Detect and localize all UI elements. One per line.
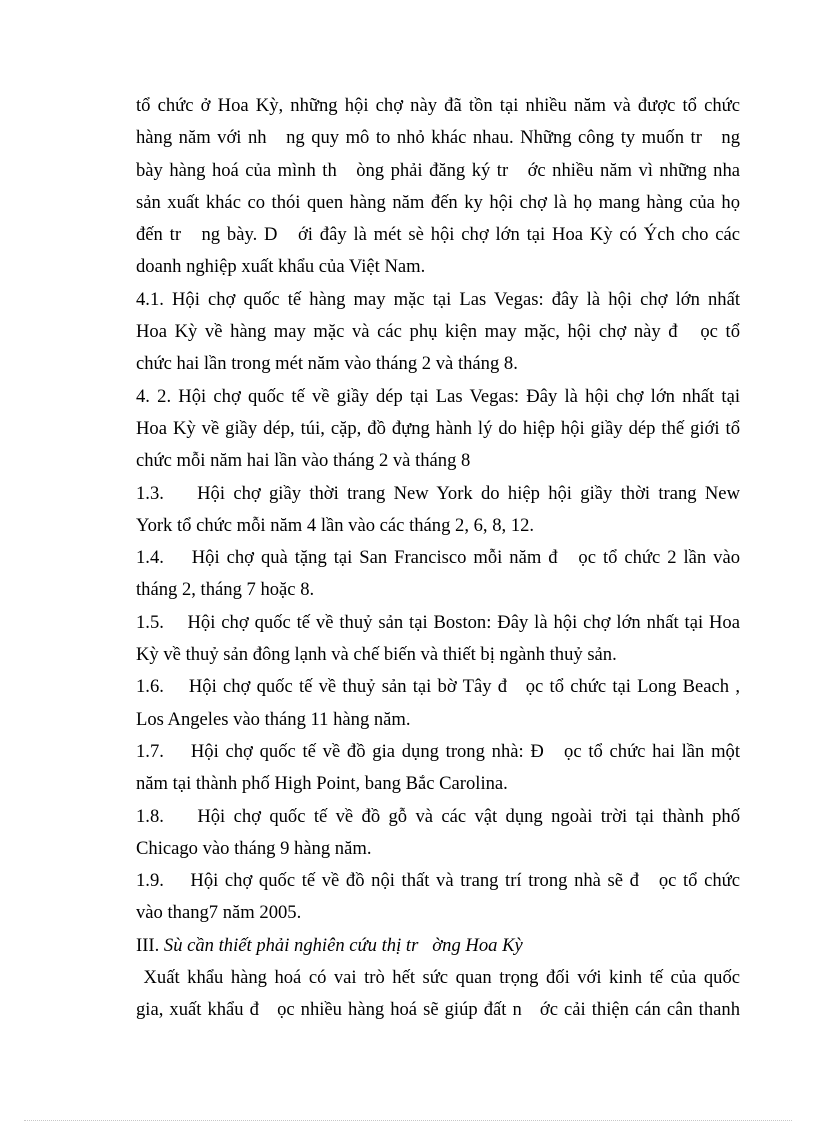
list-item-line: 1.5. Hội chợ quốc tế về thuỷ sản tại Boston: Đây là hội chợ lớn nhất tại Hoa (136, 611, 740, 633)
body-text-line: gia, xuất khẩu đ ọc nhiều hàng hoá sẽ giúp đất n ớc cải thiện cán cân thanh (136, 999, 740, 1021)
list-item-line: 4.1. Hội chợ quốc tế hàng may mặc tại Las Vegas: đây là hội chợ lớn nhất (136, 288, 740, 310)
list-item-line: 4. 2. Hội chợ quốc tế về giầy dép tại Las Vegas: Đây là hội chợ lớn nhất tại (136, 385, 740, 407)
list-item-line: chức hai lần trong mét năm vào tháng 2 và tháng 8. (136, 353, 518, 375)
list-item-line: Chicago vào tháng 9 hàng năm. (136, 837, 372, 859)
body-text-line: bày hàng hoá của mình th òng phải đăng ký tr ớc nhiều năm vì những nha (136, 159, 740, 181)
list-item-line: 1.7. Hội chợ quốc tế về đồ gia dụng trong nhà: Đ ọc tổ chức hai lần một (136, 740, 740, 762)
body-text-line: Xuất khẩu hàng hoá có vai trò hết sức quan trọng đối với kinh tế của quốc (136, 967, 740, 989)
list-item-line: York tổ chức mỗi năm 4 lần vào các tháng 2, 6, 8, 12. (136, 514, 535, 536)
list-item-line: Los Angeles vào tháng 11 hàng năm. (136, 708, 411, 730)
document-page (136, 90, 740, 1027)
section-heading (136, 930, 740, 962)
body-text-line: doanh nghiệp xuất khẩu của Việt Nam. (136, 256, 426, 278)
list-item-line: chức mỗi năm hai lần vào tháng 2 và tháng 8 (136, 450, 471, 472)
list-item-line: năm tại thành phố High Point, bang Bắc Carolina. (136, 773, 508, 795)
body-text-line: tổ chức ở Hoa Kỳ, những hội chợ này đã tồn tại nhiều năm và được tổ chức (136, 95, 740, 116)
list-item-line: 1.6. Hội chợ quốc tế về thuỷ sản tại bờ Tây đ ọc tổ chức tại Long Beach , (136, 676, 740, 698)
list-item-line: 1.4. Hội chợ quà tặng tại San Francisco mỗi năm đ ọc tổ chức 2 lần vào (136, 547, 740, 569)
section-heading-number: III. (136, 934, 160, 956)
list-item-line: tháng 2, tháng 7 hoặc 8. (136, 579, 315, 601)
list-item-line: Kỳ về thuỷ sản đông lạnh và chế biến và thiết bị ngành thuỷ sản. (136, 644, 617, 666)
list-item-line: 1.8. Hội chợ quốc tế về đồ gỗ và các vật dụng ngoài trời tại thành phố (136, 805, 740, 827)
list-item-line: 1.3. Hội chợ giầy thời trang New York do hiệp hội giầy thời trang New (136, 482, 740, 504)
list-item-line: Hoa Kỳ về hàng may mặc và các phụ kiện may mặc, hội chợ này đ ọc tổ (136, 321, 740, 343)
page-bottom-divider (24, 1120, 792, 1121)
body-text-line: hàng năm với nh ng quy mô to nhỏ khác nhau. Những công ty muốn tr ng (136, 127, 740, 149)
list-item-line: vào thang7 năm 2005. (136, 902, 302, 924)
body-text-line: đến tr ng bày. D ới đây là mét sè hội chợ lớn tại Hoa Kỳ có Ých cho các (136, 224, 740, 246)
body-text-line: sản xuất khác co thói quen hàng năm đến ky hội chợ là họ mang hàng của họ (136, 191, 740, 213)
list-item-line: Hoa Kỳ về giầy dép, túi, cặp, đồ đựng hành lý do hiệp hội giầy dép thế giới tổ (136, 417, 740, 439)
list-item-line: 1.9. Hội chợ quốc tế về đồ nội thất và trang trí trong nhà sẽ đ ọc tổ chức (136, 870, 740, 892)
section-heading-title: Sù cần thiết phải nghiên cứu thị tr ờng Hoa Kỳ (163, 934, 523, 956)
